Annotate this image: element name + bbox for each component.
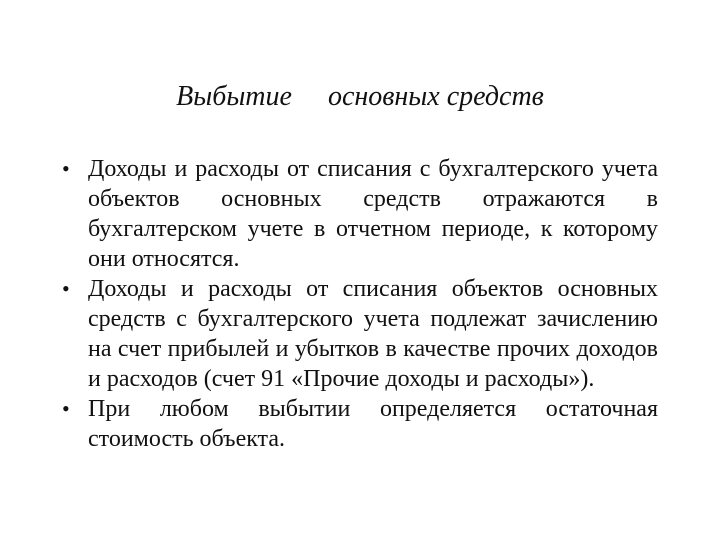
bullet-text: При любом выбытии определяется остаточная стоимость объекта. — [88, 396, 658, 452]
title-part-2: основных средств — [327, 81, 544, 112]
bullet-item — [62, 154, 658, 274]
bullet-list — [62, 154, 658, 454]
bullet-text: Доходы и расходы от списания с бухгалтерского учета объектов основных средств отражаются в бухгалтерском учете в отчетном периоде, к которому они относятся. — [88, 156, 658, 272]
slide-title — [0, 80, 720, 114]
bullet-item — [62, 394, 658, 454]
bullet-icon: • — [62, 276, 70, 301]
title-part-1: Выбытие — [176, 81, 292, 112]
bullet-text: Доходы и расходы от списания объектов основных средств с бухгалтерского учета подлежат зачислению на счет прибылей и убытков в качестве прочих доходов и расходов (счет 91 «Прочие доходы и расходы»). — [88, 276, 658, 392]
bullet-icon: • — [62, 396, 70, 421]
bullet-icon: • — [62, 156, 70, 181]
bullet-item — [62, 274, 658, 394]
